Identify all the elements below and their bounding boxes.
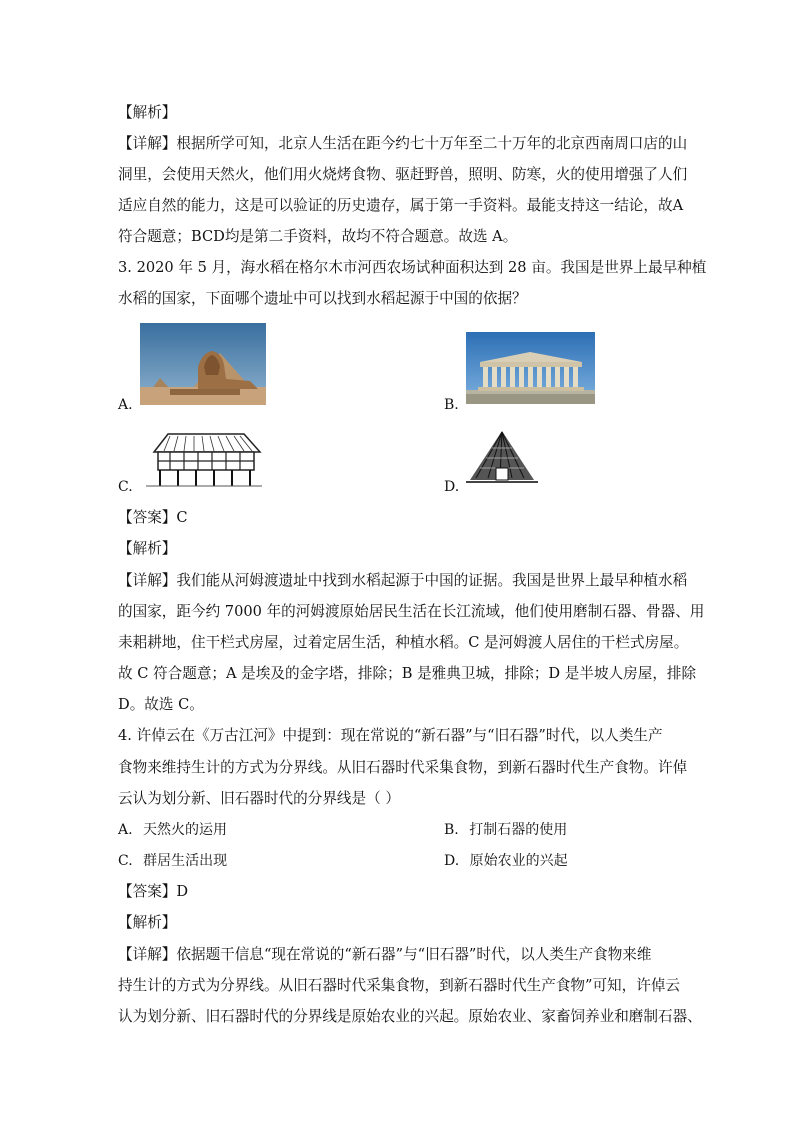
option-c-label: C. [118,479,133,495]
option-label: B. [444,822,459,838]
detail-line: 故 C 符合题意；A 是埃及的金字塔，排除；B 是雅典卫城，排除；D 是半坡人房屋，排除 [118,665,697,682]
question-stem-line: 水稻的国家，下面哪个遗址中可以找到水稻起源于中国的依据？ [118,290,527,307]
detail-line: 符合题意；BCD均是第二手资料，故均不符合题意。故选 A。 [118,228,518,245]
analysis-label: 【解析】 [118,104,177,121]
option-a [118,820,227,840]
option-d [444,851,568,871]
answer-line: 【答案】C [118,509,188,526]
detail-line: 的国家，距今约 7000 年的河姆渡原始居民生活在长江流域，他们使用磨制石器、骨器、用 [118,603,705,620]
question-stem-line: 云认为划分新、旧石器时代的分界线是（ ） [118,790,400,807]
detail-line: 耒耜耕地，住干栏式房屋，过着定居生活，种植水稻。C 是河姆渡人居住的干栏式房屋。 [118,634,689,651]
detail-line: 洞里，会使用天然火，他们用火烧烤食物、驱赶野兽，照明、防寒，火的使用增强了人们 [118,166,688,183]
detail-line: 持生计的方式为分界线。从旧石器时代采集食物，到新石器时代生产食物”可知，许倬云 [118,977,681,994]
option-d-label: D. [444,479,460,495]
option-text: 打制石器的使用 [469,822,568,838]
round-hut-drawing [466,428,538,488]
analysis-label: 【解析】 [118,914,177,931]
detail-line: 适应自然的能力，这是可以验证的历史遗存，属于第一手资料。最能支持这一结论，故A [118,197,684,214]
question-stem-line: 3. 2020 年 5 月，海水稻在格尔木市河西农场试种面积达到 28 亩。我国是世界上最早种植 [118,259,707,276]
detail-line: 【详解】依据题干信息“现在常说的“新石器”与“旧石器”时代，以人类生产食物来维 [118,946,652,963]
option-b-label: B. [444,397,459,413]
parthenon-photo [466,332,595,404]
question-stem-line: 4. 许倬云在《万古江河》中提到：现在常说的“新石器”与“旧石器”时代，以人类生产 [118,727,663,744]
detail-line: 【详解】我们能从河姆渡遗址中找到水稻起源于中国的证据。我国是世界上最早种植水稻 [118,572,688,589]
option-label: D. [444,853,460,869]
option-text: 原始农业的兴起 [469,853,568,869]
detail-line: D。故选 C。 [118,696,204,713]
analysis-label: 【解析】 [118,540,177,557]
option-label: C. [118,853,133,869]
detail-line: 【详解】根据所学可知，北京人生活在距今约七十万年至二十万年的北京西南周口店的山 [118,135,688,152]
option-b [444,820,567,840]
option-c [118,851,227,871]
option-text: 群居生活出现 [143,853,228,869]
question-stem-line: 食物来维持生计的方式为分界线。从旧石器时代采集食物，到新石器时代生产食物。许倬 [118,759,688,776]
option-label: A. [118,822,133,838]
answer-line: 【答案】D [118,883,189,900]
option-text: 天然火的运用 [143,822,228,838]
sphinx-photo [140,323,266,405]
stilt-house-drawing [140,430,264,488]
option-a-label: A. [118,397,133,413]
detail-line: 认为划分新、旧石器时代的分界线是原始农业的兴起。原始农业、家畜饲养业和磨制石器、 [118,1008,702,1025]
